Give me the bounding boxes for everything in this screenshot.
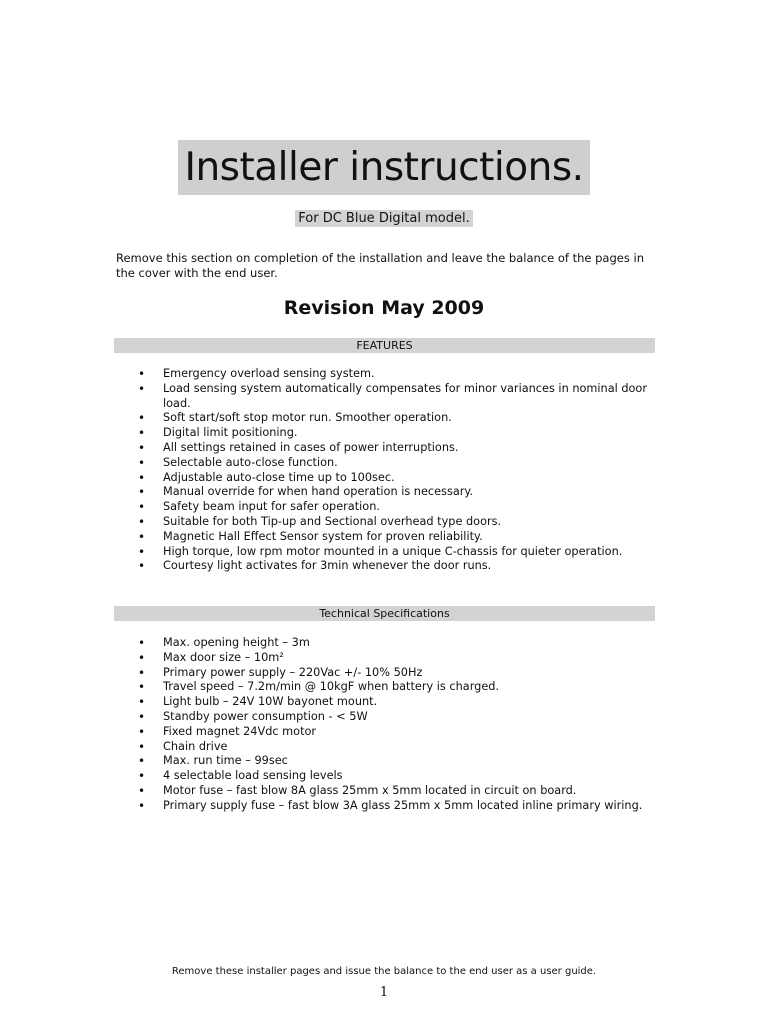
list-item: • Suitable for both Tip-up and Sectional overhead type doors. xyxy=(130,515,650,530)
list-item: • Fixed magnet 24Vdc motor xyxy=(130,725,650,740)
list-item: • Adjustable auto-close time up to 100sec. xyxy=(130,471,650,486)
features-heading: FEATURES xyxy=(114,338,655,353)
intro-paragraph: Remove this section on completion of the installation and leave the balance of the pages in the cover with the end user. xyxy=(116,251,644,280)
page-title: Installer instructions. xyxy=(178,140,589,195)
list-item: • Safety beam input for safer operation. xyxy=(130,500,650,515)
list-item: • High torque, low rpm motor mounted in a unique C-chassis for quieter operation. xyxy=(130,545,650,560)
list-item: • All settings retained in cases of power interruptions. xyxy=(130,441,650,456)
list-item: • Max. run time – 99sec xyxy=(130,754,650,769)
list-item: • Magnetic Hall Effect Sensor system for proven reliability. xyxy=(130,530,650,545)
model-subtitle: For DC Blue Digital model. xyxy=(295,210,472,227)
footer-note: Remove these installer pages and issue the balance to the end user as a user guide. xyxy=(171,966,597,977)
list-item: • Chain drive xyxy=(130,740,650,755)
title-container xyxy=(0,140,768,195)
list-item: • Soft start/soft stop motor run. Smoother operation. xyxy=(130,411,650,426)
list-item: • Standby power consumption - < 5W xyxy=(130,710,650,725)
list-item: • Light bulb – 24V 10W bayonet mount. xyxy=(130,695,650,710)
list-item: • Primary power supply – 220Vac +/- 10% 50Hz xyxy=(130,666,650,681)
list-item: • Motor fuse – fast blow 8A glass 25mm x 5mm located in circuit on board. xyxy=(130,784,650,799)
technical-specifications-list xyxy=(130,636,650,814)
list-item: • Courtesy light activates for 3min whenever the door runs. xyxy=(130,559,650,574)
list-item: • Max door size – 10m² xyxy=(130,651,650,666)
list-item: • Digital limit positioning. xyxy=(130,426,650,441)
subtitle-container xyxy=(0,211,768,226)
features-list xyxy=(130,367,650,574)
list-item: • Travel speed – 7.2m/min @ 10kgF when battery is charged. xyxy=(130,680,650,695)
list-item: • Primary supply fuse – fast blow 3A glass 25mm x 5mm located inline primary wiring. xyxy=(130,799,650,814)
list-item: • 4 selectable load sensing levels xyxy=(130,769,650,784)
list-item: • Max. opening height – 3m xyxy=(130,636,650,651)
list-item: • Load sensing system automatically compensates for minor variances in nominal door load. xyxy=(130,382,650,412)
list-item: • Emergency overload sensing system. xyxy=(130,367,650,382)
list-item: • Manual override for when hand operation is necessary. xyxy=(130,485,650,500)
list-item: • Selectable auto-close function. xyxy=(130,456,650,471)
technical-specifications-heading: Technical Specifications xyxy=(114,606,655,621)
page-number: 1 xyxy=(379,985,389,1000)
revision-heading: Revision May 2009 xyxy=(283,297,485,319)
